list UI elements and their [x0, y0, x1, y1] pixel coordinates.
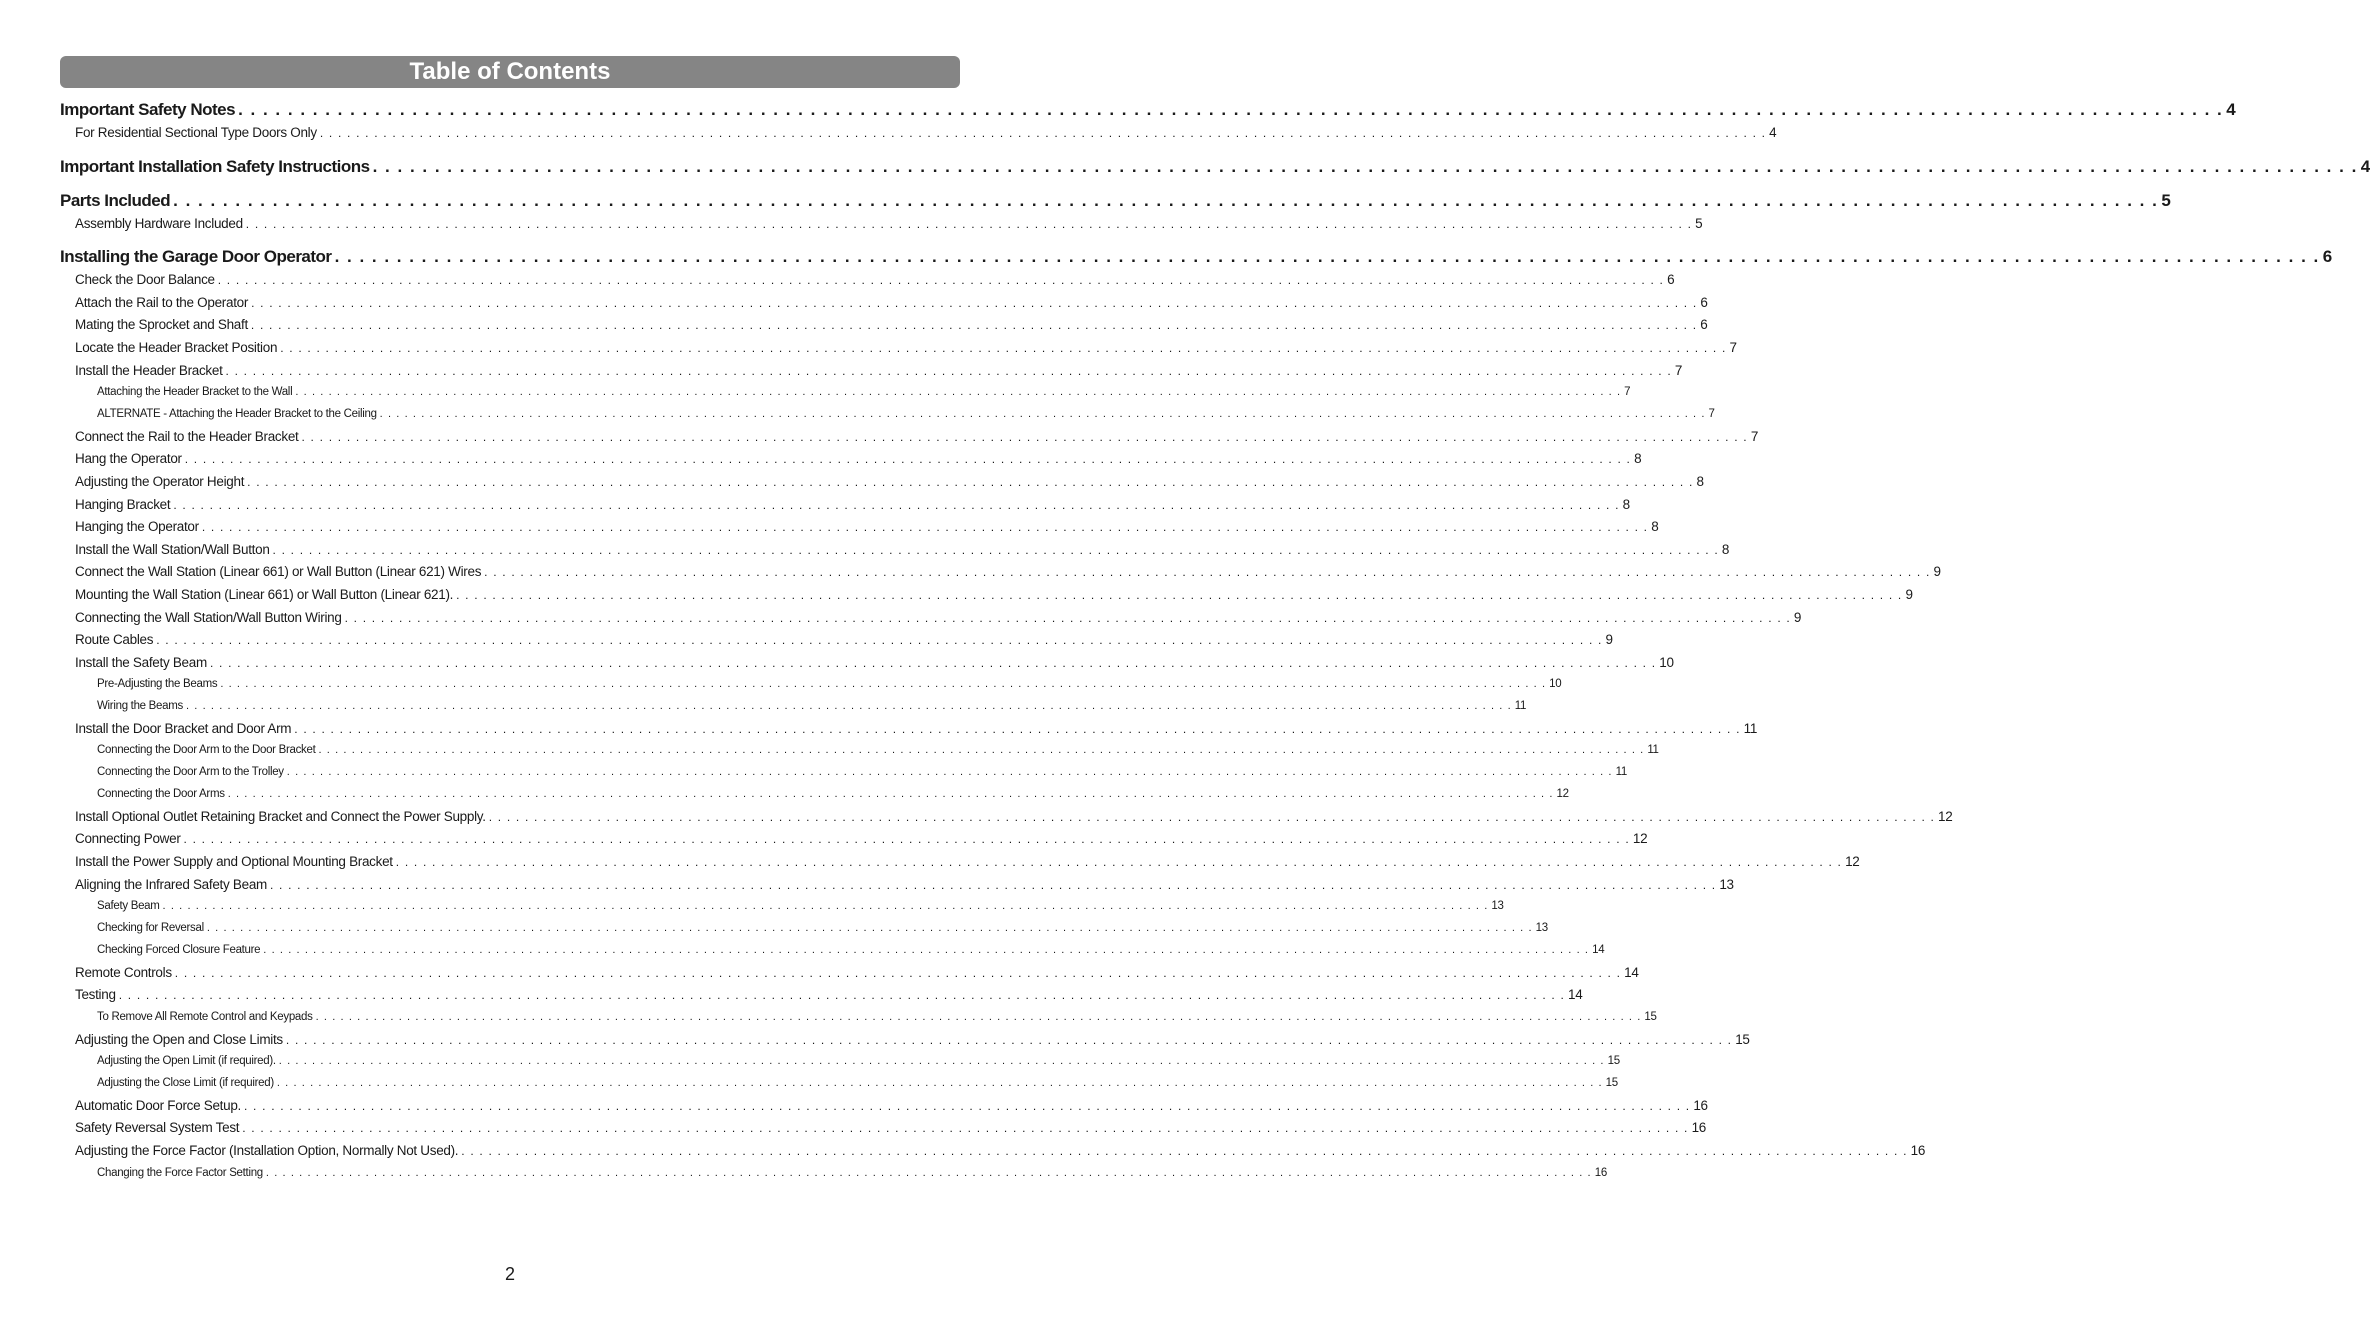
toc-entry-label: Assembly Hardware Included [75, 215, 243, 231]
toc-entry-page: 8 [1634, 451, 1642, 467]
toc-dot-leader: . . . . . . . . . . . . . . . . . . . . . . . . . . . . . . . . . . . . . . . . . . . . . . . . . . . . . . . . . . . . . . . . . . . . . . . . . . . . . . . . . . . . . . . . . . . . . . . . . . . . . . . . . . . . . . . . . . . . . . . . . . . . . . . . . . . . . . . . . . . . . . . . . . . . . . . . . . . . . . . . [247, 474, 1694, 489]
toc-dot-leader: . . . . . . . . . . . . . . . . . . . . . . . . . . . . . . . . . . . . . . . . . . . . . . . . . . . . . . . . . . . . . . . . . . . . . . . . . . . . . . . . . . . . . . . . . . . . . . . . . . . . . . . . . . . . . . . . . . . . . . . . . . . . . . . . . . . . . . . . . . . . . . . . . . . . . . . . . . . . . . . . [184, 452, 1632, 467]
toc-entry-label: Mounting the Wall Station (Linear 661) or Wall Button (Linear 621). [75, 586, 454, 602]
toc-dot-leader: . . . . . . . . . . . . . . . . . . . . . . . . . . . . . . . . . . . . . . . . . . . . . . . . . . . . . . . . . . . . . . . . . . . . . . . . . . . . . . . . . . . . . . . . . . . . . . . . . . . . . . . . . . . . . . . . . . . . . . . . . . . . . . . . . . . . . . . . . . . . . . . . . . . . . . . . . . . . . . . . [162, 900, 1489, 913]
toc-entry[interactable] [60, 1051, 1620, 1073]
toc-entry[interactable] [60, 245, 2332, 269]
toc-dot-leader: . . . . . . . . . . . . . . . . . . . . . . . . . . . . . . . . . . . . . . . . . . . . . . . . . . . . . . . . . . . . . . . . . . . . . . . . . . . . . . . . . . . . . . . . . . . . . . . . . . . . . . . . . . . . . . . . . . . . . . . . . . . . . . . . . . . . . . . . . . . . . . . . . . . . . . . . . . . . . . . . [372, 156, 2358, 176]
toc-dot-leader: . . . . . . . . . . . . . . . . . . . . . . . . . . . . . . . . . . . . . . . . . . . . . . . . . . . . . . . . . . . . . . . . . . . . . . . . . . . . . . . . . . . . . . . . . . . . . . . . . . . . . . . . . . . . . . . . . . . . . . . . . . . . . . . . . . . . . . . . . . . . . . . . . . . . . . . . . . . . . . . . [488, 809, 1936, 824]
toc-entry-page: 6 [1700, 317, 1708, 333]
toc-dot-leader: . . . . . . . . . . . . . . . . . . . . . . . . . . . . . . . . . . . . . . . . . . . . . . . . . . . . . . . . . . . . . . . . . . . . . . . . . . . . . . . . . . . . . . . . . . . . . . . . . . . . . . . . . . . . . . . . . . . . . . . . . . . . . . . . . . . . . . . . . . . . . . . . . . . . . . . . . . . . . . . . [379, 407, 1706, 420]
toc-entry-label: Install Optional Outlet Retaining Bracket and Connect the Power Supply. [75, 808, 486, 824]
toc-dot-leader: . . . . . . . . . . . . . . . . . . . . . . . . . . . . . . . . . . . . . . . . . . . . . . . . . . . . . . . . . . . . . . . . . . . . . . . . . . . . . . . . . . . . . . . . . . . . . . . . . . . . . . . . . . . . . . . . . . . . . . . . . . . . . . . . . . . . . . . . . . . . . . . . . . . . . . . . . . . . . . . . [238, 100, 2224, 119]
toc-entry-label: For Residential Sectional Type Doors Only [75, 125, 317, 140]
toc-entry[interactable] [60, 806, 1953, 829]
toc-entry-label: Pre-Adjusting the Beams [97, 678, 218, 691]
toc-entry[interactable] [60, 516, 1659, 539]
toc-entry-page: 4 [2226, 100, 2236, 119]
toc-entry-label: Connecting Power [75, 831, 181, 847]
toc-entry-label: Hang the Operator [75, 451, 182, 467]
toc-dot-leader: . . . . . . . . . . . . . . . . . . . . . . . . . . . . . . . . . . . . . . . . . . . . . . . . . . . . . . . . . . . . . . . . . . . . . . . . . . . . . . . . . . . . . . . . . . . . . . . . . . . . . . . . . . . . . . . . . . . . . . . . . . . . . . . . . . . . . . . . . . . . . . . . . . . . . . . . . . . . . . . . [295, 386, 1622, 399]
toc-entry-label: Connecting the Door Arm to the Door Bracket [97, 744, 316, 757]
toc-dot-leader: . . . . . . . . . . . . . . . . . . . . . . . . . . . . . . . . . . . . . . . . . . . . . . . . . . . . . . . . . . . . . . . . . . . . . . . . . . . . . . . . . . . . . . . . . . . . . . . . . . . . . . . . . . . . . . . . . . . . . . . . . . . . . . . . . . . . . . . . . . . . . . . . . . . . . . . . . . . . . . . . [344, 610, 1791, 625]
toc-entry-label: Parts Included [60, 190, 171, 210]
toc-entry[interactable] [60, 1095, 1708, 1118]
toc-entry[interactable] [60, 896, 1504, 918]
toc-entry[interactable] [60, 874, 1734, 897]
toc-entry-page: 4 [2360, 156, 2370, 176]
toc-entry-page: 9 [1933, 564, 1941, 580]
toc-entry-label: Install the Wall Station/Wall Button [75, 541, 270, 557]
toc-dot-leader: . . . . . . . . . . . . . . . . . . . . . . . . . . . . . . . . . . . . . . . . . . . . . . . . . . . . . . . . . . . . . . . . . . . . . . . . . . . . . . . . . . . . . . . . . . . . . . . . . . . . . . . . . . . . . . . . . . . . . . . . . . . . . . . . . . . . . . . . . . . . . . . . . . . . . . . . . . . . . . . . [209, 655, 1657, 670]
toc-entry-label: Remote Controls [75, 964, 172, 980]
toc-dot-leader: . . . . . . . . . . . . . . . . . . . . . . . . . . . . . . . . . . . . . . . . . . . . . . . . . . . . . . . . . . . . . . . . . . . . . . . . . . . . . . . . . . . . . . . . . . . . . . . . . . . . . . . . . . . . . . . . . . . . . . . . . . . . . . . . . . . . . . . . . . . . . . . . . . . . . . . . . . . . . . . . [395, 855, 1843, 870]
toc-entry-label: Install the Safety Beam [75, 654, 207, 670]
toc-entry-page: 14 [1568, 987, 1583, 1003]
toc-dot-leader: . . . . . . . . . . . . . . . . . . . . . . . . . . . . . . . . . . . . . . . . . . . . . . . . . . . . . . . . . . . . . . . . . . . . . . . . . . . . . . . . . . . . . . . . . . . . . . . . . . . . . . . . . . . . . . . . . . . . . . . . . . . . . . . . . . . . . . . . . . . . . . . . . . . . . . . . . . . . . . . . [294, 721, 1741, 736]
toc-entry-page: 12 [1938, 808, 1953, 824]
toc-entry-label: Automatic Door Force Setup. [75, 1097, 241, 1113]
toc-entry-page: 8 [1696, 473, 1704, 489]
toc-entry-page: 11 [1514, 700, 1527, 713]
toc-entry[interactable] [60, 360, 1683, 383]
toc-entry-page: 13 [1491, 900, 1504, 913]
toc-entry[interactable] [60, 918, 1548, 940]
toc-entry-label: Hanging the Operator [75, 519, 199, 535]
toc-dot-leader: . . . . . . . . . . . . . . . . . . . . . . . . . . . . . . . . . . . . . . . . . . . . . . . . . . . . . . . . . . . . . . . . . . . . . . . . . . . . . . . . . . . . . . . . . . . . . . . . . . . . . . . . . . . . . . . . . . . . . . . . . . . . . . . . . . . . . . . . . . . . . . . . . . . . . . . . . . . . . . . . [220, 678, 1547, 691]
toc-entry-label: Wiring the Beams [97, 700, 183, 713]
toc-entry-label: Adjusting the Operator Height [75, 473, 245, 489]
toc-entry-page: 7 [1729, 339, 1737, 355]
toc-entry-page: 8 [1721, 541, 1730, 557]
toc-entry[interactable] [60, 718, 1758, 741]
toc-dot-leader: . . . . . . . . . . . . . . . . . . . . . . . . . . . . . . . . . . . . . . . . . . . . . . . . . . . . . . . . . . . . . . . . . . . . . . . . . . . . . . . . . . . . . . . . . . . . . . . . . . . . . . . . . . . . . . . . . . . . . . . . . . . . . . . . . . . . . . . . . . . . . . . . . . . . . . . . . . . . . . . . [318, 744, 1645, 757]
toc-entry-label: Locate the Header Bracket Position [75, 339, 278, 355]
toc-dot-leader: . . . . . . . . . . . . . . . . . . . . . . . . . . . . . . . . . . . . . . . . . . . . . . . . . . . . . . . . . . . . . . . . . . . . . . . . . . . . . . . . . . . . . . . . . . . . . . . . . . . . . . . . . . . . . . . . . . . . . . . . . . . . . . . . . . . . . . . . . . . . . . . . . . . . . . . . . . . . . . . . [484, 565, 1931, 580]
toc-entry-label: Install the Header Bracket [75, 362, 223, 378]
toc-entry[interactable] [60, 1007, 1657, 1029]
toc-entry[interactable] [60, 1163, 1607, 1185]
toc-entry[interactable] [60, 494, 1630, 517]
toc-entry-page: 7 [1674, 362, 1683, 378]
toc-entry-page: 15 [1644, 1010, 1657, 1023]
toc-entry[interactable] [60, 448, 1642, 471]
toc-dot-leader: . . . . . . . . . . . . . . . . . . . . . . . . . . . . . . . . . . . . . . . . . . . . . . . . . . . . . . . . . . . . . . . . . . . . . . . . . . . . . . . . . . . . . . . . . . . . . . . . . . . . . . . . . . . . . . . . . . . . . . . . . . . . . . . . . . . . . . . . . . . . . . . . . . . . . . . . . . . . . . . . [263, 943, 1590, 956]
toc-entry-page: 9 [1793, 609, 1802, 625]
toc-entry[interactable] [60, 98, 2236, 122]
toc-dot-leader: . . . . . . . . . . . . . . . . . . . . . . . . . . . . . . . . . . . . . . . . . . . . . . . . . . . . . . . . . . . . . . . . . . . . . . . . . . . . . . . . . . . . . . . . . . . . . . . . . . . . . . . . . . . . . . . . . . . . . . . . . . . . . . . . . . . . . . . . . . . . . . . . . . . . . . . . . . . . . . . . [456, 587, 1903, 602]
toc-title: Table of Contents [60, 56, 960, 88]
toc-entry-page: 10 [1549, 678, 1562, 691]
toc-entry-page: 6 [2322, 247, 2332, 267]
toc-dot-leader: . . . . . . . . . . . . . . . . . . . . . . . . . . . . . . . . . . . . . . . . . . . . . . . . . . . . . . . . . . . . . . . . . . . . . . . . . . . . . . . . . . . . . . . . . . . . . . . . . . . . . . . . . . . . . . . . . . . . . . . . . . . . . . . . . . . . . . . . . . . . . . . . . . . . . . . . . . . . . . . . [217, 273, 1665, 288]
toc-dot-leader: . . . . . . . . . . . . . . . . . . . . . . . . . . . . . . . . . . . . . . . . . . . . . . . . . . . . . . . . . . . . . . . . . . . . . . . . . . . . . . . . . . . . . . . . . . . . . . . . . . . . . . . . . . . . . . . . . . . . . . . . . . . . . . . . . . . . . . . . . . . . . . . . . . . . . . . . . . . . . . . . [269, 877, 1717, 892]
toc-dot-leader: . . . . . . . . . . . . . . . . . . . . . . . . . . . . . . . . . . . . . . . . . . . . . . . . . . . . . . . . . . . . . . . . . . . . . . . . . . . . . . . . . . . . . . . . . . . . . . . . . . . . . . . . . . . . . . . . . . . . . . . . . . . . . . . . . . . . . . . . . . . . . . . . . . . . . . . . . . . . . . . . [201, 520, 1649, 535]
toc-entry-label: Checking for Reversal [97, 922, 204, 935]
toc-entry-label: Route Cables [75, 632, 154, 648]
toc-entry-label: Changing the Force Factor Setting [97, 1166, 263, 1179]
toc-dot-leader: . . . . . . . . . . . . . . . . . . . . . . . . . . . . . . . . . . . . . . . . . . . . . . . . . . . . . . . . . . . . . . . . . . . . . . . . . . . . . . . . . . . . . . . . . . . . . . . . . . . . . . . . . . . . . . . . . . . . . . . . . . . . . . . . . . . . . . . . . . . . . . . . . . . . . . . . . . . . . . . . [173, 190, 2159, 210]
toc-entry[interactable] [60, 314, 1708, 337]
toc-entry-page: 16 [1693, 1097, 1708, 1113]
toc-entry[interactable] [60, 1029, 1750, 1052]
toc-entry-label: Safety Reversal System Test [75, 1120, 240, 1136]
toc-entry-label: Safety Beam [97, 900, 160, 913]
toc-entry[interactable] [60, 652, 1674, 675]
toc-dot-leader: . . . . . . . . . . . . . . . . . . . . . . . . . . . . . . . . . . . . . . . . . . . . . . . . . . . . . . . . . . . . . . . . . . . . . . . . . . . . . . . . . . . . . . . . . . . . . . . . . . . . . . . . . . . . . . . . . . . . . . . . . . . . . . . . . . . . . . . . . . . . . . . . . . . . . . . . . . . . . . . . [156, 633, 1603, 648]
page-number: 2 [504, 1264, 515, 1284]
toc-dot-leader: . . . . . . . . . . . . . . . . . . . . . . . . . . . . . . . . . . . . . . . . . . . . . . . . . . . . . . . . . . . . . . . . . . . . . . . . . . . . . . . . . . . . . . . . . . . . . . . . . . . . . . . . . . . . . . . . . . . . . . . . . . . . . . . . . . . . . . . . . . . . . . . . . . . . . . . . . . . . . . . . [334, 247, 2320, 267]
toc-entry-page: 5 [1695, 215, 1703, 231]
toc-dot-leader: . . . . . . . . . . . . . . . . . . . . . . . . . . . . . . . . . . . . . . . . . . . . . . . . . . . . . . . . . . . . . . . . . . . . . . . . . . . . . . . . . . . . . . . . . . . . . . . . . . . . . . . . . . . . . . . . . . . . . . . . . . . . . . . . . . . . . . . . . . . . . . . . . . . . . . . . . . . . . . . . [461, 1143, 1908, 1158]
toc-entry-label: Adjusting the Open and Close Limits [75, 1031, 283, 1047]
toc-entry-label: Testing [75, 987, 116, 1003]
toc-entry-label: Attaching the Header Bracket to the Wall [97, 386, 293, 399]
toc-dot-leader: . . . . . . . . . . . . . . . . . . . . . . . . . . . . . . . . . . . . . . . . . . . . . . . . . . . . . . . . . . . . . . . . . . . . . . . . . . . . . . . . . . . . . . . . . . . . . . . . . . . . . . . . . . . . . . . . . . . . . . . . . . . . . . . . . . . . . . . . . . . . . . . . . . . . . . . . . . . . . . . . [278, 1055, 1605, 1068]
toc-entry-page: 8 [1651, 519, 1659, 535]
toc-dot-leader: . . . . . . . . . . . . . . . . . . . . . . . . . . . . . . . . . . . . . . . . . . . . . . . . . . . . . . . . . . . . . . . . . . . . . . . . . . . . . . . . . . . . . . . . . . . . . . . . . . . . . . . . . . . . . . . . . . . . . . . . . . . . . . . . . . . . . . . . . . . . . . . . . . . . . . . . . . . . . . . . [118, 988, 1566, 1003]
toc-entry-page: 14 [1624, 964, 1639, 980]
toc-entry[interactable] [60, 471, 1704, 494]
toc-entry-page: 12 [1556, 788, 1569, 801]
toc-entry[interactable] [60, 940, 1605, 962]
toc-entry-label: Checking Forced Closure Feature [97, 943, 261, 956]
toc-entry-page: 13 [1719, 876, 1734, 892]
toc-entry[interactable] [60, 584, 1913, 607]
toc-entry[interactable] [60, 539, 1730, 562]
toc-entry[interactable] [60, 740, 1659, 762]
toc-entry[interactable] [60, 269, 1675, 292]
toc-entry-page: 16 [1691, 1120, 1706, 1136]
toc-entry[interactable] [60, 851, 1860, 874]
toc-entry[interactable] [60, 337, 1737, 360]
toc-entry[interactable] [60, 561, 1941, 584]
toc-entry-page: 7 [1708, 407, 1715, 420]
toc-entry-label: Connect the Rail to the Header Bracket [75, 428, 299, 444]
toc-entry-label: Aligning the Infrared Safety Beam [75, 876, 267, 892]
toc-entry[interactable] [60, 984, 1583, 1007]
toc-entry-page: 9 [1605, 632, 1613, 648]
toc-entry-page: 4 [1769, 125, 1777, 140]
toc-entry-label: Adjusting the Open Limit (if required). [97, 1055, 276, 1068]
toc-entry[interactable] [60, 122, 1777, 145]
toc-list [60, 98, 2370, 1184]
toc-dot-leader: . . . . . . . . . . . . . . . . . . . . . . . . . . . . . . . . . . . . . . . . . . . . . . . . . . . . . . . . . . . . . . . . . . . . . . . . . . . . . . . . . . . . . . . . . . . . . . . . . . . . . . . . . . . . . . . . . . . . . . . . . . . . . . . . . . . . . . . . . . . . . . . . . . . . . . . . . . . . . . . . [251, 295, 1698, 310]
toc-entry-page: 9 [1905, 586, 1913, 602]
toc-entry-page: 15 [1605, 1077, 1618, 1089]
toc-entry[interactable] [60, 696, 1527, 718]
toc-entry-page: 14 [1592, 943, 1605, 956]
toc-entry-page: 12 [1632, 831, 1648, 847]
toc-entry-label: Adjusting the Force Factor (Installation Option, Normally Not Used). [75, 1142, 459, 1158]
toc-entry[interactable] [60, 155, 2370, 179]
toc-entry-page: 11 [1615, 766, 1627, 779]
toc-entry-label: Important Safety Notes [60, 100, 236, 119]
toc-entry-page: 7 [1750, 428, 1759, 444]
toc-entry-label: Attach the Rail to the Operator [75, 294, 249, 310]
toc-entry[interactable] [60, 607, 1802, 630]
toc-entry[interactable] [60, 1117, 1706, 1140]
toc-entry-page: 16 [1910, 1142, 1926, 1158]
toc-dot-leader: . . . . . . . . . . . . . . . . . . . . . . . . . . . . . . . . . . . . . . . . . . . . . . . . . . . . . . . . . . . . . . . . . . . . . . . . . . . . . . . . . . . . . . . . . . . . . . . . . . . . . . . . . . . . . . . . . . . . . . . . . . . . . . . . . . . . . . . . . . . . . . . . . . . . . . . . . . . . . . . . [319, 126, 1767, 140]
toc-entry-page: 8 [1622, 496, 1630, 512]
toc-entry-label: Mating the Sprocket and Shaft [75, 317, 248, 333]
toc-entry-page: 6 [1667, 272, 1675, 288]
toc-entry-label: To Remove All Remote Control and Keypads [97, 1010, 313, 1023]
toc-dot-leader: . . . . . . . . . . . . . . . . . . . . . . . . . . . . . . . . . . . . . . . . . . . . . . . . . . . . . . . . . . . . . . . . . . . . . . . . . . . . . . . . . . . . . . . . . . . . . . . . . . . . . . . . . . . . . . . . . . . . . . . . . . . . . . . . . . . . . . . . . . . . . . . . . . . . . . . . . . . . . . . . [301, 429, 1748, 444]
toc-entry-page: 5 [2161, 190, 2171, 210]
toc-entry-page: 15 [1735, 1031, 1750, 1047]
toc-dot-leader: . . . . . . . . . . . . . . . . . . . . . . . . . . . . . . . . . . . . . . . . . . . . . . . . . . . . . . . . . . . . . . . . . . . . . . . . . . . . . . . . . . . . . . . . . . . . . . . . . . . . . . . . . . . . . . . . . . . . . . . . . . . . . . . . . . . . . . . . . . . . . . . . . . . . . . . . . . . . . . . . [206, 922, 1533, 935]
toc-entry-page: 15 [1607, 1055, 1620, 1068]
toc-entry-page: 11 [1743, 720, 1758, 736]
toc-dot-leader: . . . . . . . . . . . . . . . . . . . . . . . . . . . . . . . . . . . . . . . . . . . . . . . . . . . . . . . . . . . . . . . . . . . . . . . . . . . . . . . . . . . . . . . . . . . . . . . . . . . . . . . . . . . . . . . . . . . . . . . . . . . . . . . . . . . . . . . . . . . . . . . . . . . . . . . . . . . . . . . . [265, 1166, 1592, 1179]
toc-dot-leader: . . . . . . . . . . . . . . . . . . . . . . . . . . . . . . . . . . . . . . . . . . . . . . . . . . . . . . . . . . . . . . . . . . . . . . . . . . . . . . . . . . . . . . . . . . . . . . . . . . . . . . . . . . . . . . . . . . . . . . . . . . . . . . . . . . . . . . . . . . . . . . . . . . . . . . . . . . . . . . . . [280, 340, 1727, 355]
toc-entry[interactable] [60, 674, 1562, 696]
toc-entry-label: Install the Door Bracket and Door Arm [75, 720, 292, 736]
toc-dot-leader: . . . . . . . . . . . . . . . . . . . . . . . . . . . . . . . . . . . . . . . . . . . . . . . . . . . . . . . . . . . . . . . . . . . . . . . . . . . . . . . . . . . . . . . . . . . . . . . . . . . . . . . . . . . . . . . . . . . . . . . . . . . . . . . . . . . . . . . . . . . . . . . . . . . . . . . . . . . . . . . . [286, 766, 1613, 779]
toc-entry[interactable] [60, 189, 2171, 213]
toc-dot-leader: . . . . . . . . . . . . . . . . . . . . . . . . . . . . . . . . . . . . . . . . . . . . . . . . . . . . . . . . . . . . . . . . . . . . . . . . . . . . . . . . . . . . . . . . . . . . . . . . . . . . . . . . . . . . . . . . . . . . . . . . . . . . . . . . . . . . . . . . . . . . . . . . . . . . . . . . . . . . . . . . [315, 1010, 1642, 1023]
toc-entry[interactable] [60, 629, 1613, 652]
toc-dot-leader: . . . . . . . . . . . . . . . . . . . . . . . . . . . . . . . . . . . . . . . . . . . . . . . . . . . . . . . . . . . . . . . . . . . . . . . . . . . . . . . . . . . . . . . . . . . . . . . . . . . . . . . . . . . . . . . . . . . . . . . . . . . . . . . . . . . . . . . . . . . . . . . . . . . . . . . . . . . . . . . . [185, 700, 1512, 713]
toc-entry-page: 7 [1624, 386, 1631, 399]
toc-entry[interactable] [60, 404, 1715, 426]
toc-entry[interactable] [60, 762, 1627, 784]
toc-entry[interactable] [60, 784, 1569, 806]
toc-dot-leader: . . . . . . . . . . . . . . . . . . . . . . . . . . . . . . . . . . . . . . . . . . . . . . . . . . . . . . . . . . . . . . . . . . . . . . . . . . . . . . . . . . . . . . . . . . . . . . . . . . . . . . . . . . . . . . . . . . . . . . . . . . . . . . . . . . . . . . . . . . . . . . . . . . . . . . . . . . . . . . . . [243, 1098, 1691, 1113]
toc-entry-label: Hanging Bracket [75, 496, 171, 512]
toc-entry-label: Check the Door Balance [75, 272, 215, 288]
toc-entry[interactable] [60, 426, 1759, 449]
toc-dot-leader: . . . . . . . . . . . . . . . . . . . . . . . . . . . . . . . . . . . . . . . . . . . . . . . . . . . . . . . . . . . . . . . . . . . . . . . . . . . . . . . . . . . . . . . . . . . . . . . . . . . . . . . . . . . . . . . . . . . . . . . . . . . . . . . . . . . . . . . . . . . . . . . . . . . . . . . . . . . . . . . . [225, 363, 1672, 378]
toc-entry-label: Important Installation Safety Instructions [60, 156, 370, 176]
toc-entry-label: Connecting the Door Arms [97, 788, 225, 801]
toc-entry[interactable] [60, 962, 1639, 985]
toc-entry-page: 13 [1535, 922, 1548, 935]
toc-dot-leader: . . . . . . . . . . . . . . . . . . . . . . . . . . . . . . . . . . . . . . . . . . . . . . . . . . . . . . . . . . . . . . . . . . . . . . . . . . . . . . . . . . . . . . . . . . . . . . . . . . . . . . . . . . . . . . . . . . . . . . . . . . . . . . . . . . . . . . . . . . . . . . . . . . . . . . . . . . . . . . . . [173, 497, 1620, 512]
toc-dot-leader: . . . . . . . . . . . . . . . . . . . . . . . . . . . . . . . . . . . . . . . . . . . . . . . . . . . . . . . . . . . . . . . . . . . . . . . . . . . . . . . . . . . . . . . . . . . . . . . . . . . . . . . . . . . . . . . . . . . . . . . . . . . . . . . . . . . . . . . . . . . . . . . . . . . . . . . . . . . . . . . . [174, 965, 1622, 980]
toc-dot-leader: . . . . . . . . . . . . . . . . . . . . . . . . . . . . . . . . . . . . . . . . . . . . . . . . . . . . . . . . . . . . . . . . . . . . . . . . . . . . . . . . . . . . . . . . . . . . . . . . . . . . . . . . . . . . . . . . . . . . . . . . . . . . . . . . . . . . . . . . . . . . . . . . . . . . . . . . . . . . . . . . [272, 542, 1719, 557]
toc-entry[interactable] [60, 1073, 1618, 1095]
toc-entry-label: Install the Power Supply and Optional Mounting Bracket [75, 854, 393, 870]
toc-entry-page: 11 [1647, 744, 1659, 757]
toc-dot-leader: . . . . . . . . . . . . . . . . . . . . . . . . . . . . . . . . . . . . . . . . . . . . . . . . . . . . . . . . . . . . . . . . . . . . . . . . . . . . . . . . . . . . . . . . . . . . . . . . . . . . . . . . . . . . . . . . . . . . . . . . . . . . . . . . . . . . . . . . . . . . . . . . . . . . . . . . . . . . . . . . [285, 1032, 1733, 1047]
toc-entry[interactable] [60, 828, 1648, 851]
toc-entry-label: Adjusting the Close Limit (if required) [97, 1077, 274, 1089]
toc-dot-leader: . . . . . . . . . . . . . . . . . . . . . . . . . . . . . . . . . . . . . . . . . . . . . . . . . . . . . . . . . . . . . . . . . . . . . . . . . . . . . . . . . . . . . . . . . . . . . . . . . . . . . . . . . . . . . . . . . . . . . . . . . . . . . . . . . . . . . . . . . . . . . . . . . . . . . . . . . . . . . . . . [245, 216, 1693, 231]
toc-entry-page: 12 [1845, 854, 1860, 870]
toc-dot-leader: . . . . . . . . . . . . . . . . . . . . . . . . . . . . . . . . . . . . . . . . . . . . . . . . . . . . . . . . . . . . . . . . . . . . . . . . . . . . . . . . . . . . . . . . . . . . . . . . . . . . . . . . . . . . . . . . . . . . . . . . . . . . . . . . . . . . . . . . . . . . . . . . . . . . . . . . . . . . . . . . [183, 832, 1630, 847]
toc-dot-leader: . . . . . . . . . . . . . . . . . . . . . . . . . . . . . . . . . . . . . . . . . . . . . . . . . . . . . . . . . . . . . . . . . . . . . . . . . . . . . . . . . . . . . . . . . . . . . . . . . . . . . . . . . . . . . . . . . . . . . . . . . . . . . . . . . . . . . . . . . . . . . . . . . . . . . . . . . . . . . . . . [250, 318, 1698, 333]
toc-entry-label: Connecting the Door Arm to the Trolley [97, 766, 284, 779]
toc-entry-page: 10 [1659, 654, 1674, 670]
toc-dot-leader: . . . . . . . . . . . . . . . . . . . . . . . . . . . . . . . . . . . . . . . . . . . . . . . . . . . . . . . . . . . . . . . . . . . . . . . . . . . . . . . . . . . . . . . . . . . . . . . . . . . . . . . . . . . . . . . . . . . . . . . . . . . . . . . . . . . . . . . . . . . . . . . . . . . . . . . . . . . . . . . . [242, 1121, 1689, 1136]
toc-dot-leader: . . . . . . . . . . . . . . . . . . . . . . . . . . . . . . . . . . . . . . . . . . . . . . . . . . . . . . . . . . . . . . . . . . . . . . . . . . . . . . . . . . . . . . . . . . . . . . . . . . . . . . . . . . . . . . . . . . . . . . . . . . . . . . . . . . . . . . . . . . . . . . . . . . . . . . . . . . . . . . . . [276, 1077, 1603, 1089]
toc-entry[interactable] [60, 1140, 1926, 1163]
toc-entry-label: Installing the Garage Door Operator [60, 247, 332, 267]
toc-entry-page: 16 [1594, 1166, 1607, 1179]
toc-entry-label: Connecting the Wall Station/Wall Button Wiring [75, 609, 342, 625]
toc-entry-label: ALTERNATE - Attaching the Header Bracket to the Ceiling [97, 407, 377, 420]
toc-entry[interactable] [60, 213, 1703, 236]
toc-dot-leader: . . . . . . . . . . . . . . . . . . . . . . . . . . . . . . . . . . . . . . . . . . . . . . . . . . . . . . . . . . . . . . . . . . . . . . . . . . . . . . . . . . . . . . . . . . . . . . . . . . . . . . . . . . . . . . . . . . . . . . . . . . . . . . . . . . . . . . . . . . . . . . . . . . . . . . . . . . . . . . . . [227, 788, 1554, 801]
toc-entry-label: Connect the Wall Station (Linear 661) or Wall Button (Linear 621) Wires [75, 564, 482, 580]
toc-entry[interactable] [60, 382, 1631, 404]
toc-entry-page: 6 [1700, 294, 1708, 310]
toc-entry[interactable] [60, 292, 1708, 315]
